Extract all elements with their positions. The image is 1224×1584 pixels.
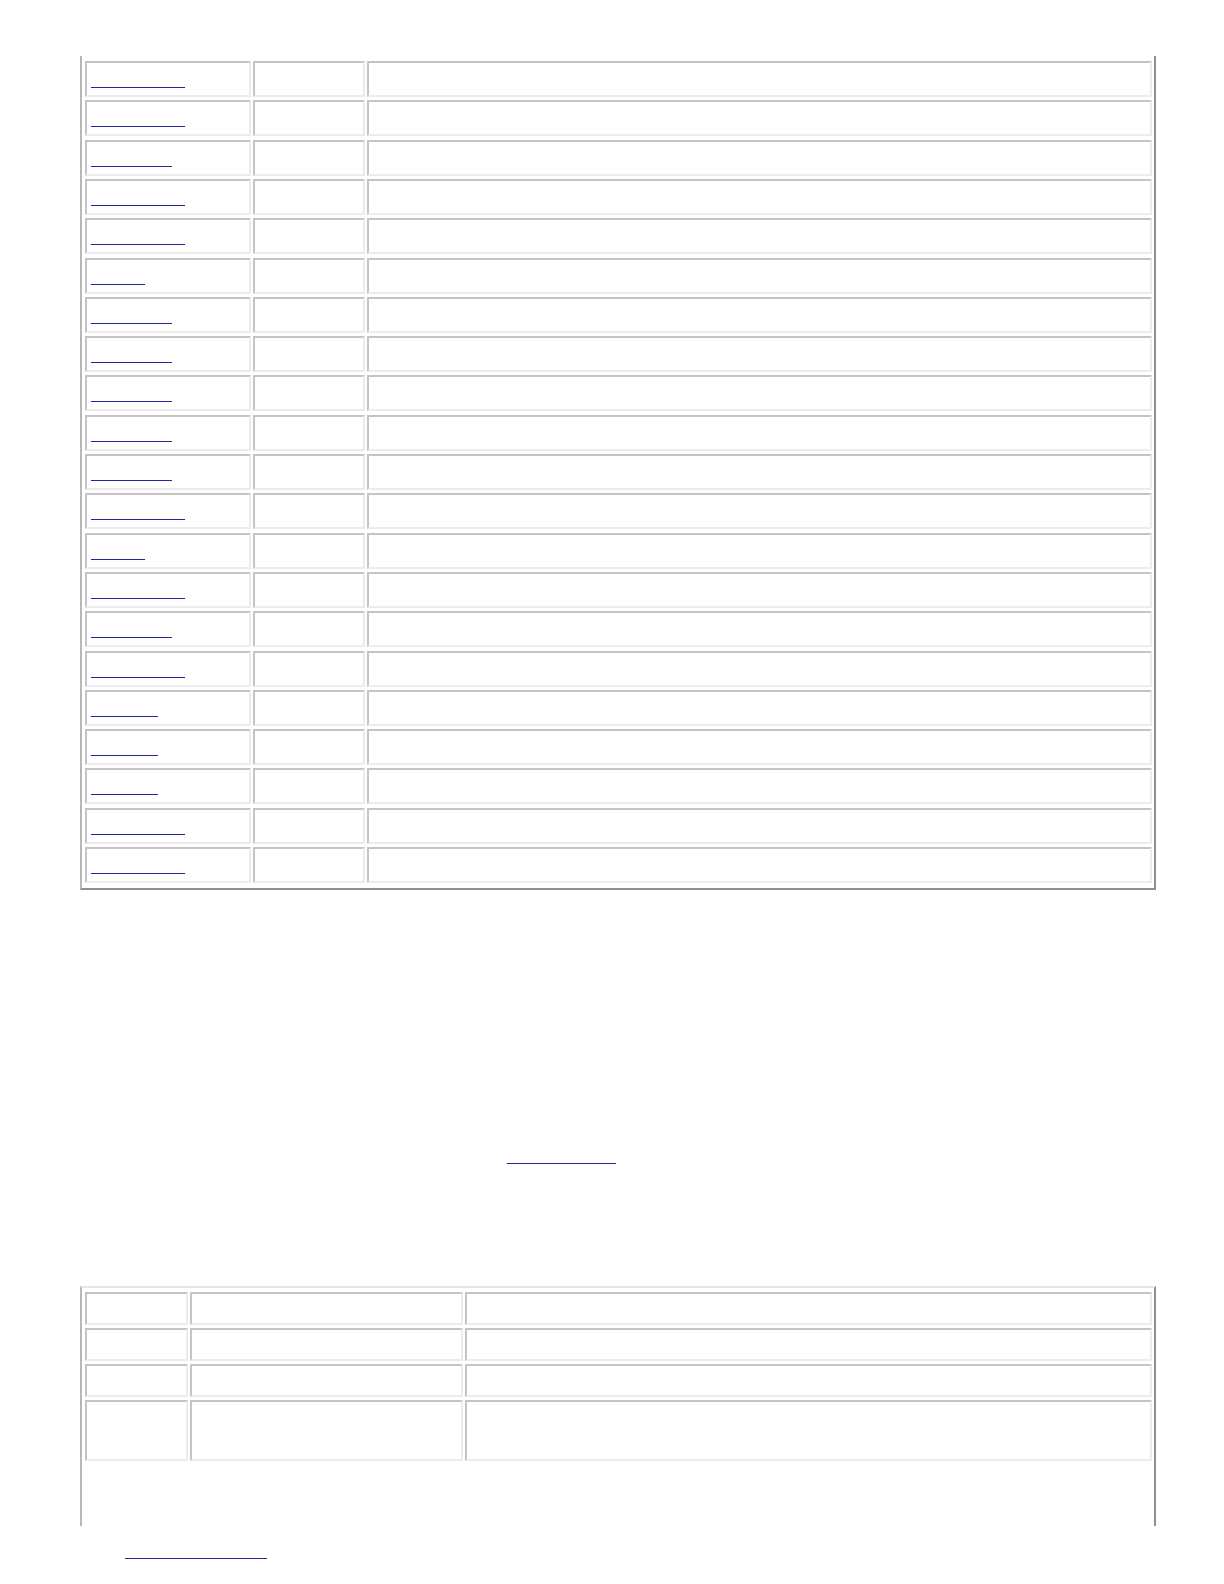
value-cell — [253, 336, 365, 372]
detail-cell — [465, 1328, 1152, 1361]
link-cell — [85, 100, 251, 136]
link-cell — [85, 415, 251, 451]
row-link[interactable] — [91, 205, 185, 206]
description-cell — [367, 611, 1152, 647]
label-cell — [85, 1292, 188, 1325]
link-cell — [85, 808, 251, 844]
detail-table — [80, 1286, 1156, 1526]
value-cell — [253, 218, 365, 254]
description-cell — [367, 572, 1152, 608]
description-cell — [367, 651, 1152, 687]
value-cell — [253, 61, 365, 97]
link-cell — [85, 729, 251, 765]
row-link[interactable] — [91, 873, 185, 874]
row-link[interactable] — [91, 244, 185, 245]
description-cell — [367, 493, 1152, 529]
name-cell — [190, 1328, 463, 1361]
link-cell — [85, 218, 251, 254]
row-link[interactable] — [91, 677, 185, 678]
description-cell — [367, 768, 1152, 804]
row-link[interactable] — [91, 284, 145, 285]
value-cell — [253, 100, 365, 136]
value-cell — [253, 572, 365, 608]
value-cell — [253, 690, 365, 726]
link-cell — [85, 454, 251, 490]
value-cell — [253, 729, 365, 765]
value-cell — [253, 768, 365, 804]
label-cell — [85, 1400, 188, 1461]
description-cell — [367, 729, 1152, 765]
link-cell — [85, 493, 251, 529]
name-cell — [190, 1292, 463, 1325]
link-cell — [85, 533, 251, 569]
description-cell — [367, 690, 1152, 726]
detail-cell — [465, 1364, 1152, 1397]
row-link[interactable] — [91, 441, 172, 442]
row-link[interactable] — [91, 716, 158, 717]
value-cell — [253, 179, 365, 215]
value-cell — [253, 808, 365, 844]
value-cell — [253, 847, 365, 883]
link-cell — [85, 651, 251, 687]
value-cell — [253, 533, 365, 569]
description-cell — [367, 61, 1152, 97]
description-cell — [367, 808, 1152, 844]
description-cell — [367, 258, 1152, 294]
value-cell — [253, 297, 365, 333]
description-cell — [367, 847, 1152, 883]
row-link[interactable] — [91, 87, 185, 88]
link-cell — [85, 297, 251, 333]
label-cell — [85, 1328, 188, 1361]
row-link[interactable] — [91, 794, 158, 795]
link-cell — [85, 258, 251, 294]
value-cell — [253, 258, 365, 294]
link-cell — [85, 690, 251, 726]
description-cell — [367, 336, 1152, 372]
description-cell — [367, 179, 1152, 215]
row-link[interactable] — [91, 559, 145, 560]
name-cell — [190, 1400, 463, 1461]
row-link[interactable] — [91, 362, 172, 363]
description-cell — [367, 533, 1152, 569]
detail-cell — [465, 1400, 1152, 1461]
link-table — [80, 56, 1156, 890]
row-link[interactable] — [91, 126, 185, 127]
link-cell — [85, 336, 251, 372]
detail-cell — [465, 1292, 1152, 1325]
row-link[interactable] — [91, 755, 158, 756]
row-link[interactable] — [91, 480, 172, 481]
name-cell — [190, 1364, 463, 1397]
link-cell — [85, 847, 251, 883]
row-link[interactable] — [91, 519, 185, 520]
value-cell — [253, 454, 365, 490]
value-cell — [253, 415, 365, 451]
center-link[interactable] — [507, 1163, 616, 1164]
description-cell — [367, 297, 1152, 333]
link-cell — [85, 572, 251, 608]
description-cell — [367, 375, 1152, 411]
row-link[interactable] — [91, 323, 172, 324]
link-cell — [85, 768, 251, 804]
row-link[interactable] — [91, 166, 172, 167]
link-cell — [85, 611, 251, 647]
link-cell — [85, 179, 251, 215]
row-link[interactable] — [91, 637, 172, 638]
value-cell — [253, 651, 365, 687]
bottom-link[interactable] — [125, 1558, 267, 1559]
description-cell — [367, 415, 1152, 451]
value-cell — [253, 375, 365, 411]
link-cell — [85, 375, 251, 411]
link-cell — [85, 61, 251, 97]
link-cell — [85, 140, 251, 176]
description-cell — [367, 454, 1152, 490]
row-link[interactable] — [91, 598, 185, 599]
value-cell — [253, 611, 365, 647]
row-link[interactable] — [91, 401, 172, 402]
value-cell — [253, 140, 365, 176]
description-cell — [367, 100, 1152, 136]
label-cell — [85, 1364, 188, 1397]
description-cell — [367, 140, 1152, 176]
description-cell — [367, 218, 1152, 254]
value-cell — [253, 493, 365, 529]
row-link[interactable] — [91, 834, 185, 835]
